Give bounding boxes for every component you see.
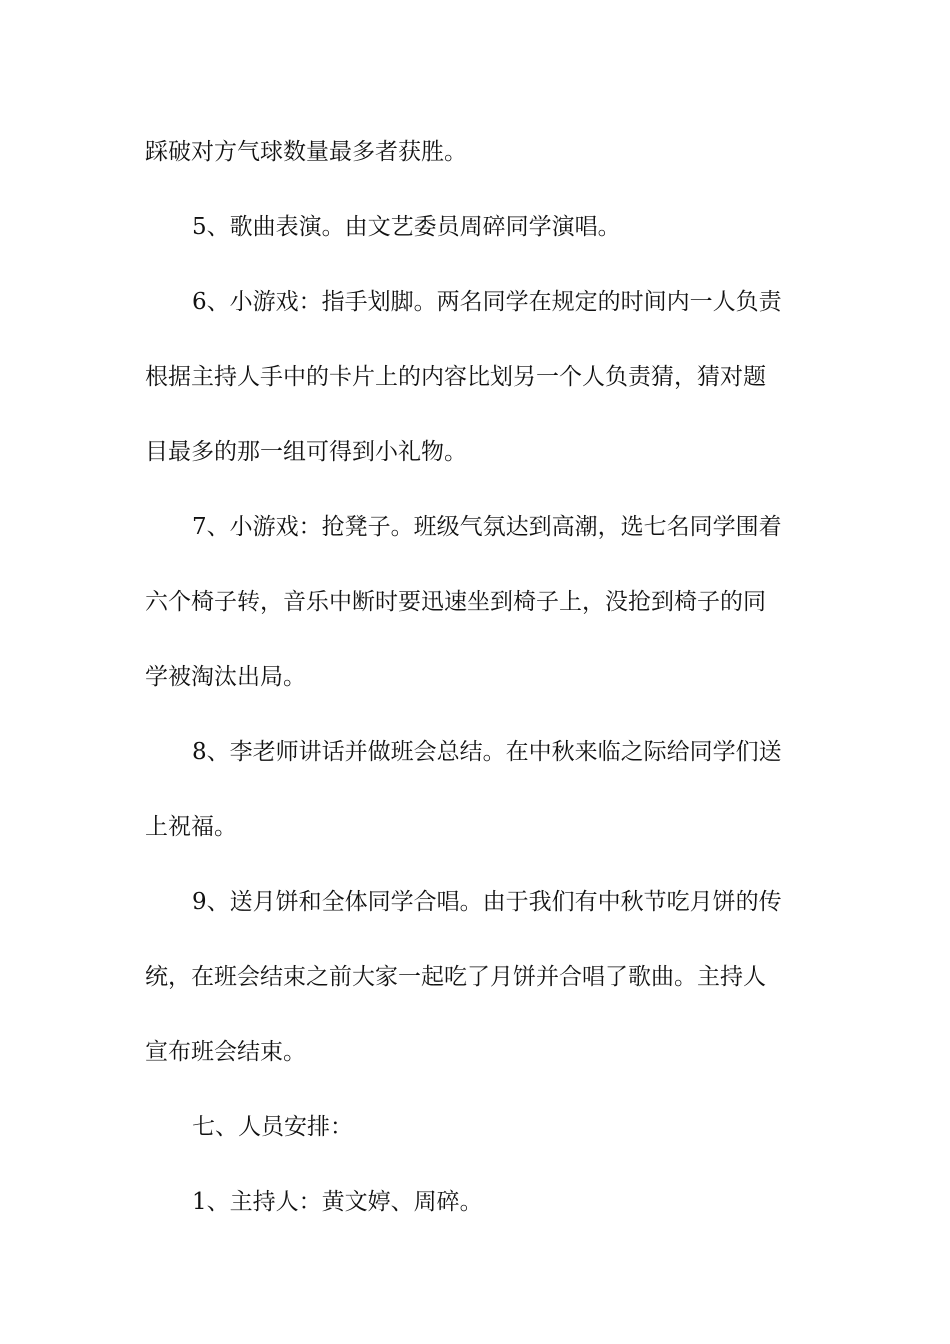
- item-6-line-3: 目最多的那一组可得到小礼物。: [145, 439, 467, 465]
- item-8-teacher-summary: 8、李老师讲话并做班会总结。在中秋来临之际给同学们送: [192, 739, 782, 765]
- item-5-song-performance: 5、歌曲表演。由文艺委员周碎同学演唱。: [192, 214, 621, 240]
- item-9-line-2: 统，在班会结束之前大家一起吃了月饼并合唱了歌曲。主持人: [145, 964, 766, 990]
- item-6-line-2: 根据主持人手中的卡片上的内容比划另一个人负责猜，猜对题: [145, 364, 766, 390]
- item-9-mooncakes-chorus: 9、送月饼和全体同学合唱。由于我们有中秋节吃月饼的传: [192, 889, 782, 915]
- item-7-line-2: 六个椅子转，音乐中断时要迅速坐到椅子上，没抢到椅子的同: [145, 589, 766, 615]
- item-8-line-2: 上祝福。: [145, 814, 237, 840]
- section-7-heading: 七、人员安排：: [192, 1114, 353, 1140]
- staff-item-1-hosts: 1、主持人：黄文婷、周碎。: [192, 1189, 483, 1215]
- item-7-line-3: 学被淘汰出局。: [145, 664, 306, 690]
- item-9-line-3: 宣布班会结束。: [145, 1039, 306, 1065]
- item-7-musical-chairs: 7、小游戏：抢凳子。班级气氛达到高潮，选七名同学围着: [192, 514, 782, 540]
- item-6-charades-game: 6、小游戏：指手划脚。两名同学在规定的时间内一人负责: [192, 289, 782, 315]
- text-line-continuation-4: 踩破对方气球数量最多者获胜。: [145, 139, 467, 165]
